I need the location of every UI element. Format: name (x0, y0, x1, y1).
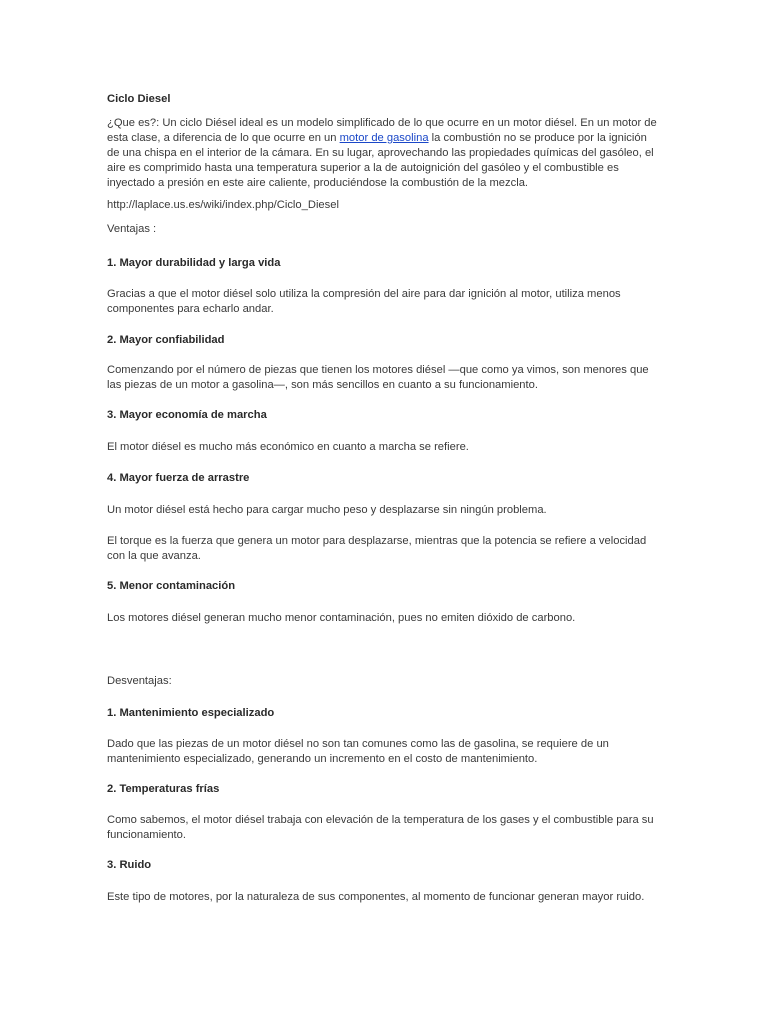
ventaja-4-text-2: El torque es la fuerza que genera un motor para desplazarse, mientras que la potencia se refiere a velocidad con la que avanza. (107, 535, 647, 562)
intro-text-start: ¿Que es?: Un ciclo Diésel ideal es un modelo simplificado de lo que ocurre en un motor diésel. En un motor de esta clase, a diferencia de lo que ocurre en un (107, 117, 657, 144)
intro-text-end: la combustión no se produce por la ignición de una chispa en el interior de la cámara. En su lugar, aprovechando las propiedades químicas del gasóleo, el aire es comprimido hasta una temperatura superior a la de autoignición del gasóleo y el combustible es inyectado a presión en este aire caliente, produciéndose la combustión de la mezcla. (107, 132, 654, 189)
ventaja-2-heading: 2. Mayor confiabilidad (107, 334, 225, 346)
ventaja-5-text: Los motores diésel generan mucho menor contaminación, pues no emiten dióxido de carbono. (107, 612, 576, 624)
motor-gasolina-link[interactable]: motor de gasolina (339, 132, 429, 144)
ventaja-1-text: Gracias a que el motor diésel solo utiliza la compresión del aire para dar ignición al motor, utiliza menos componentes para echarlo andar. (107, 288, 621, 315)
desventaja-3-heading: 3. Ruido (107, 859, 152, 871)
desventaja-1-heading: 1. Mantenimiento especializado (107, 707, 275, 719)
desventaja-2-heading: 2. Temperaturas frías (107, 783, 220, 795)
ventaja-3-text: El motor diésel es mucho más económico en cuanto a marcha se refiere. (107, 441, 469, 453)
ventaja-2-text: Comenzando por el número de piezas que tienen los motores diésel —que como ya vimos, son menores que las piezas de un motor a gasolina—, son más sencillos en cuanto a su funcionamiento. (107, 364, 649, 391)
document-title: Ciclo Diesel (107, 93, 171, 105)
desventaja-3-text: Este tipo de motores, por la naturaleza de sus componentes, al momento de funcionar generan mayor ruido. (107, 891, 645, 903)
ventaja-5-heading: 5. Menor contaminación (107, 580, 236, 592)
source-url: http://laplace.us.es/wiki/index.php/Ciclo_Diesel (107, 199, 339, 211)
desventaja-1-text: Dado que las piezas de un motor diésel no son tan comunes como las de gasolina, se requiere de un mantenimiento especializado, generando un incremento en el costo de mantenimiento. (107, 738, 609, 765)
ventajas-label: Ventajas : (107, 223, 157, 235)
intro-paragraph (107, 116, 662, 191)
ventaja-3-heading: 3. Mayor economía de marcha (107, 409, 267, 421)
ventaja-4-text-1: Un motor diésel está hecho para cargar mucho peso y desplazarse sin ningún problema. (107, 504, 547, 516)
desventaja-2-text: Como sabemos, el motor diésel trabaja con elevación de la temperatura de los gases y el combustible para su funcionamiento. (107, 814, 654, 841)
ventaja-4-heading: 4. Mayor fuerza de arrastre (107, 472, 250, 484)
desventajas-label: Desventajas: (107, 675, 172, 687)
ventaja-1-heading: 1. Mayor durabilidad y larga vida (107, 257, 281, 269)
